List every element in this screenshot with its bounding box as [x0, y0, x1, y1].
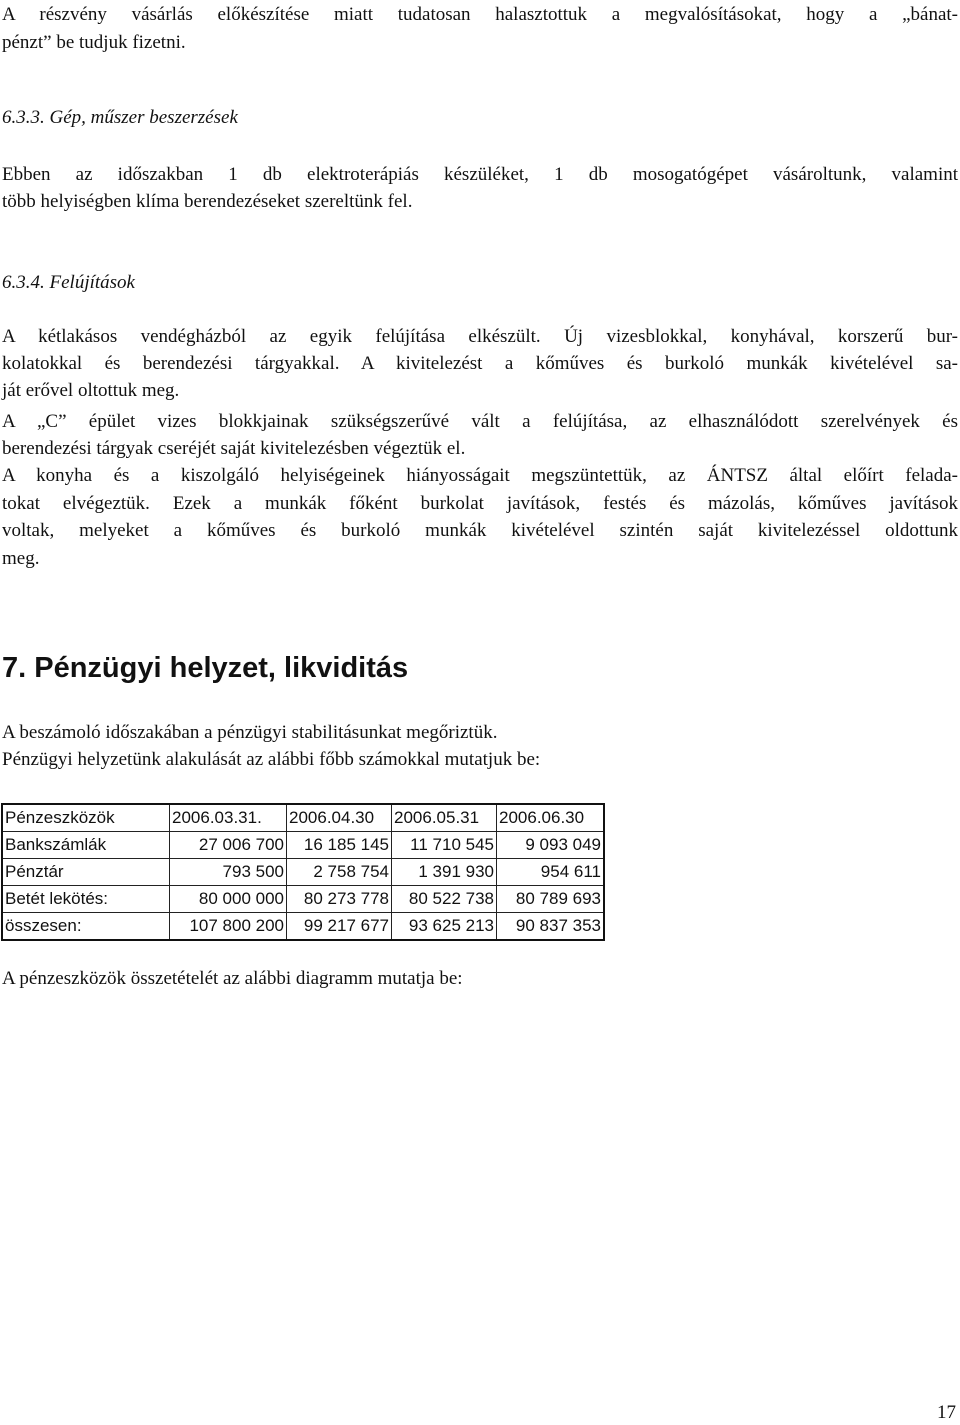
table-cell-label: Bankszámlák [2, 832, 170, 859]
table-header-cell: 2006.06.30 [497, 804, 605, 832]
table-cell: 80 000 000 [170, 886, 287, 913]
paragraph-line: Ebben az időszakban 1 db elektroterápiás készüléket, 1 db mosogatógépet vásároltunk, valamint [2, 164, 958, 185]
paragraph-line: A pénzeszközök összetételét az alábbi diagramm mutatja be: [2, 968, 463, 989]
table-cell: 16 185 145 [287, 832, 392, 859]
chapter-heading: 7. Pénzügyi helyzet, likviditás [2, 652, 409, 684]
table-header-row [2, 804, 604, 832]
paragraph-line: meg. [2, 548, 40, 569]
table-cell-label: összesen: [2, 913, 170, 941]
paragraph-line: több helyiségben klíma berendezéseket szereltünk fel. [2, 191, 413, 212]
table-cell: 1 391 930 [392, 859, 497, 886]
table-cell: 80 789 693 [497, 886, 605, 913]
table-cell: 793 500 [170, 859, 287, 886]
table-row [2, 859, 604, 886]
table-cell: 80 522 738 [392, 886, 497, 913]
table-row [2, 832, 604, 859]
paragraph-line: voltak, melyeket a kőműves és burkoló munkák kivételével szintén saját kivitelezéssel oldottunk [2, 520, 958, 541]
table-cell: 90 837 353 [497, 913, 605, 941]
table-header-cell: 2006.05.31 [392, 804, 497, 832]
table-cell-label: Pénztár [2, 859, 170, 886]
table-cell: 27 006 700 [170, 832, 287, 859]
paragraph-line: A beszámoló időszakában a pénzügyi stabilitásunkat megőriztük. [2, 722, 498, 743]
paragraph-line: berendezési tárgyak cseréjét saját kivitelezésben végeztük el. [2, 438, 466, 459]
table-cell: 93 625 213 [392, 913, 497, 941]
table-header-cell: 2006.03.31. [170, 804, 287, 832]
paragraph-line: A kétlakásos vendégházból az egyik felújítása elkészült. Új vizesblokkal, konyhával, korszerű bur- [2, 326, 958, 347]
paragraph-line: tokat elvégeztük. Ezek a munkák főként burkolat javítások, festés és mázolás, kőműves javítások [2, 493, 958, 514]
table-cell-label: Betét lekötés: [2, 886, 170, 913]
table-cell: 9 093 049 [497, 832, 605, 859]
paragraph-line: pénzt” be tudjuk fizetni. [2, 32, 186, 53]
section-heading-6-3-4: 6.3.4. Felújítások [2, 272, 135, 293]
paragraph-line: A részvény vásárlás előkészítése miatt tudatosan halasztottuk a megvalósításokat, hogy a „bánat- [2, 4, 958, 25]
page-number: 17 [937, 1402, 956, 1423]
section-heading-6-3-3: 6.3.3. Gép, műszer beszerzések [2, 107, 238, 128]
paragraph-line: kolatokkal és berendezési tárgyakkal. A kivitelezést a kőműves és burkoló munkák kivételével sa- [2, 353, 958, 374]
financial-table [1, 803, 605, 941]
table-header-cell: 2006.04.30 [287, 804, 392, 832]
paragraph-line: A „C” épület vizes blokkjainak szükségszerűvé vált a felújítása, az elhasználódott szerelvények és [2, 411, 958, 432]
table-cell: 107 800 200 [170, 913, 287, 941]
table-cell: 954 611 [497, 859, 605, 886]
paragraph-line: ját erővel oltottuk meg. [2, 380, 180, 401]
table-row [2, 886, 604, 913]
table-cell: 11 710 545 [392, 832, 497, 859]
table-total-row [2, 913, 604, 941]
table-cell: 80 273 778 [287, 886, 392, 913]
table-cell: 99 217 677 [287, 913, 392, 941]
table-header-cell: Pénzeszközök [2, 804, 170, 832]
paragraph-line: A konyha és a kiszolgáló helyiségeinek hiányosságait megszüntettük, az ÁNTSZ által előírt felada- [2, 465, 958, 486]
table-cell: 2 758 754 [287, 859, 392, 886]
paragraph-line: Pénzügyi helyzetünk alakulását az alábbi főbb számokkal mutatjuk be: [2, 749, 541, 770]
